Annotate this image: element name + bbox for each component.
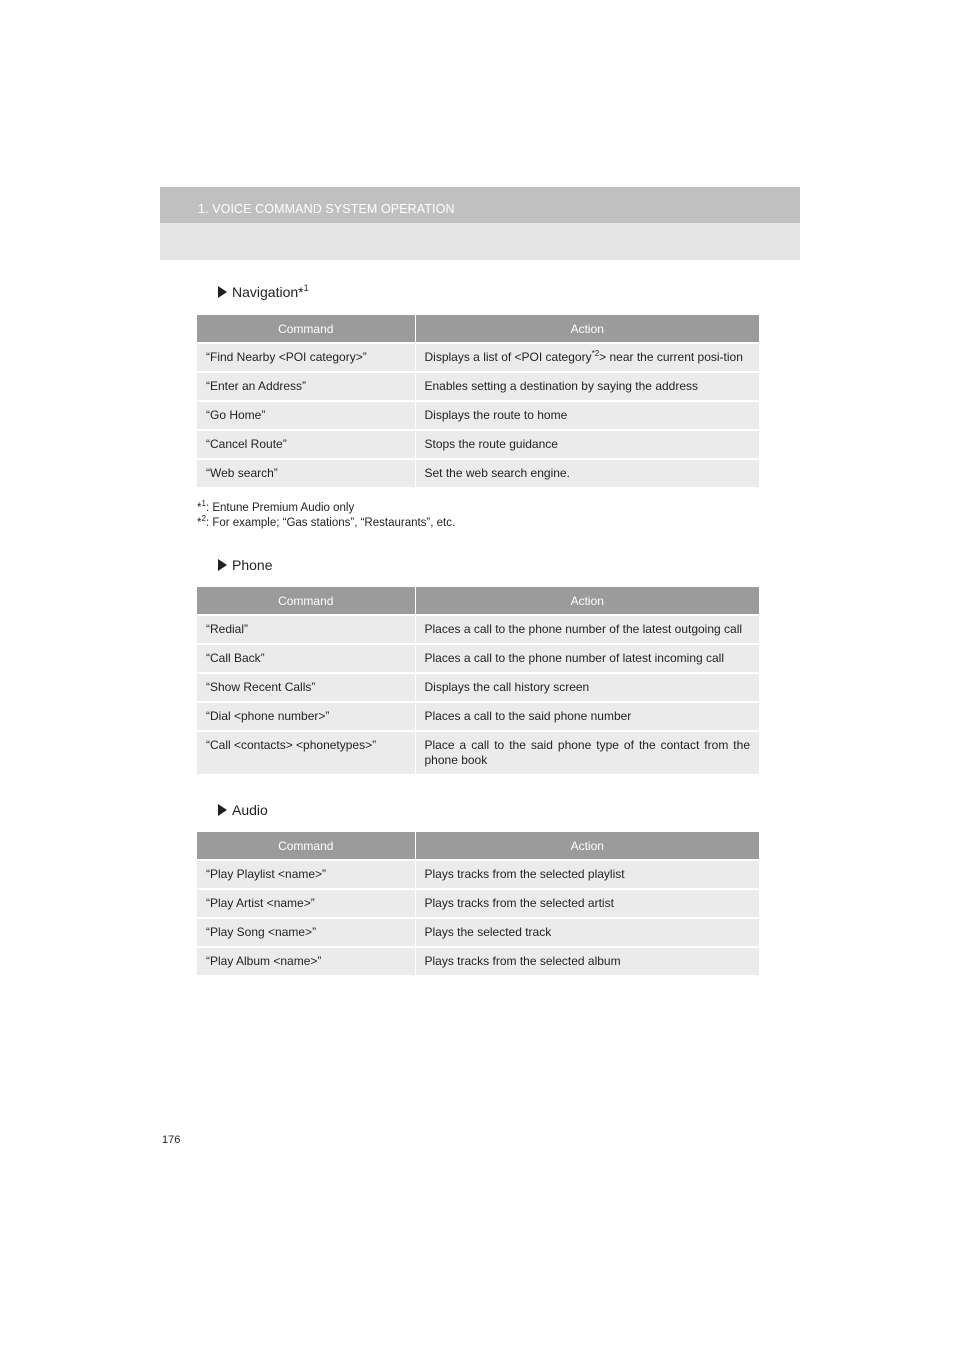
audio-command-table <box>197 832 759 975</box>
column-header-command: Command <box>197 587 415 615</box>
action-cell: Plays the selected track <box>415 918 759 947</box>
table-row <box>197 731 759 774</box>
heading-text: Navigation* <box>232 284 304 300</box>
command-cell: “Cancel Route” <box>197 430 415 459</box>
command-cell: “Play Song <name>” <box>197 918 415 947</box>
page-number: 176 <box>162 1134 181 1146</box>
command-cell: “Show Recent Calls” <box>197 673 415 702</box>
table-row <box>197 372 759 401</box>
table-row <box>197 615 759 644</box>
action-cell: Places a call to the phone number of the latest outgoing call <box>415 615 759 644</box>
table-row <box>197 889 759 918</box>
navigation-command-table <box>197 315 759 487</box>
table-row <box>197 401 759 430</box>
command-cell: “Play Playlist <name>” <box>197 860 415 889</box>
table-row <box>197 702 759 731</box>
chapter-header-bar <box>160 187 800 223</box>
action-cell: Plays tracks from the selected album <box>415 947 759 975</box>
table-row <box>197 459 759 487</box>
action-cell: Place a call to the said phone type of the contact from the phone book <box>415 731 759 774</box>
command-cell: “Play Album <name>” <box>197 947 415 975</box>
heading-text: Audio <box>232 802 268 818</box>
footnote-item: *$^2$: For example; “Gas stations”, “Restaurants”, etc. <box>197 514 456 529</box>
command-cell: “Play Artist <name>” <box>197 889 415 918</box>
table-row <box>197 918 759 947</box>
action-cell: Plays tracks from the selected playlist <box>415 860 759 889</box>
command-cell: “Redial” <box>197 615 415 644</box>
command-cell: “Enter an Address” <box>197 372 415 401</box>
phone-command-table <box>197 587 759 774</box>
column-header-action: Action <box>415 587 759 615</box>
heading-footnote-mark: 1 <box>303 283 309 293</box>
action-cell: Enables setting a destination by saying the address <box>415 372 759 401</box>
column-header-action: Action <box>415 315 759 343</box>
action-cell: Displays the call history screen <box>415 673 759 702</box>
triangle-bullet-icon <box>218 286 227 298</box>
column-header-command: Command <box>197 315 415 343</box>
heading-text: Phone <box>232 557 273 573</box>
section-heading-phone <box>218 557 272 573</box>
table-row <box>197 947 759 975</box>
footnotes <box>197 501 455 531</box>
triangle-bullet-icon <box>218 804 227 816</box>
footnote-item: *$^1$: Entune Premium Audio only <box>197 499 355 514</box>
column-header-action: Action <box>415 832 759 860</box>
command-cell: “Web search” <box>197 459 415 487</box>
command-cell: “Call Back” <box>197 644 415 673</box>
action-cell: Displays a list of <POI category$^{*2}$> near the current posi-tion <box>415 343 759 372</box>
table-row <box>197 343 759 372</box>
command-cell: “Find Nearby <POI category>” <box>197 343 415 372</box>
action-cell: Places a call to the phone number of latest incoming call <box>415 644 759 673</box>
triangle-bullet-icon <box>218 559 227 571</box>
table-row <box>197 860 759 889</box>
action-cell: Displays the route to home <box>415 401 759 430</box>
action-cell: Set the web search engine. <box>415 459 759 487</box>
table-row <box>197 644 759 673</box>
action-cell: Plays tracks from the selected artist <box>415 889 759 918</box>
table-row <box>197 430 759 459</box>
action-cell: Places a call to the said phone number <box>415 702 759 731</box>
section-heading-audio <box>218 802 268 818</box>
section-heading-navigation <box>218 284 309 300</box>
command-cell: “Dial <phone number>” <box>197 702 415 731</box>
chapter-title: 1. VOICE COMMAND SYSTEM OPERATION <box>198 202 455 216</box>
table-row <box>197 673 759 702</box>
command-cell: “Go Home” <box>197 401 415 430</box>
action-cell: Stops the route guidance <box>415 430 759 459</box>
column-header-command: Command <box>197 832 415 860</box>
command-cell: “Call <contacts> <phonetypes>” <box>197 731 415 774</box>
chapter-header <box>160 187 800 260</box>
